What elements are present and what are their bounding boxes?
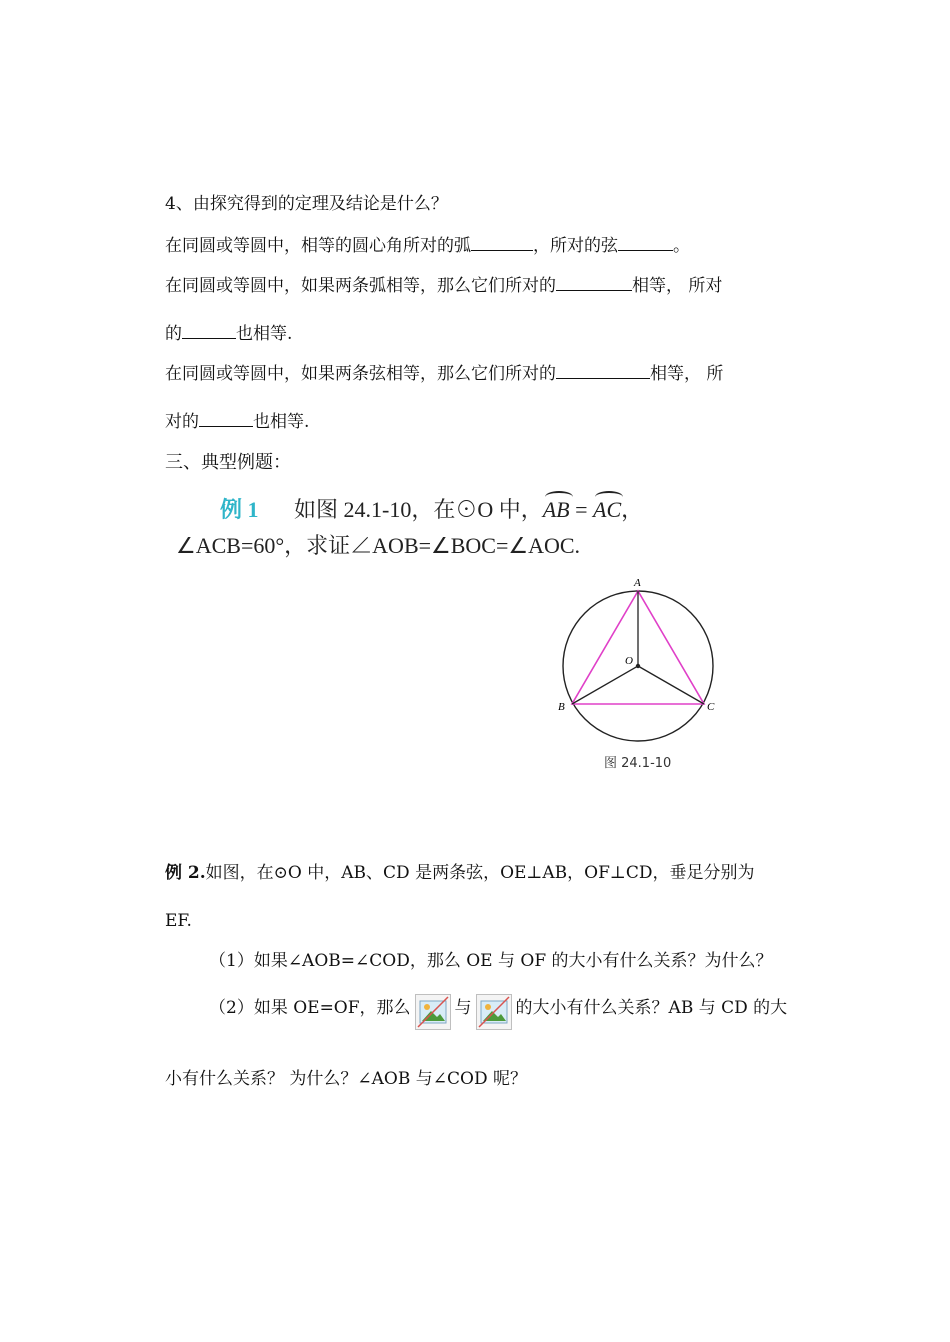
broken-image-icon	[476, 994, 512, 1030]
example2-q1: （1）如果∠AOB=∠COD，那么 OE 与 OF 的大小有什么关系？为什么？	[209, 951, 773, 971]
example1-comma: ，	[621, 497, 644, 522]
label-c: C	[707, 701, 715, 713]
theorem-line-1	[165, 234, 690, 257]
example1-text-line2: ∠ACB=60°，求证∠AOB=∠BOC=∠AOC.	[176, 533, 581, 558]
theorem-4-text-b: 相等， 所	[650, 364, 724, 384]
example1-label: 例 1	[220, 497, 259, 522]
fill-blank-arc[interactable]	[471, 234, 533, 251]
example1-text-line1	[294, 493, 643, 524]
radius-oc	[638, 666, 704, 704]
section-heading: 三、典型例题：	[165, 452, 291, 473]
radius-ob	[572, 666, 638, 704]
fill-blank-3a[interactable]	[556, 362, 650, 379]
fill-blank-2b[interactable]	[182, 322, 236, 339]
example2-line1	[165, 862, 755, 884]
fill-blank-chord[interactable]	[618, 234, 673, 251]
arc-mark-icon	[595, 491, 623, 503]
example2-q2-a: （2）如果 OE=OF，那么	[209, 998, 411, 1018]
example2-q2	[209, 994, 787, 1030]
center-dot	[636, 664, 640, 668]
arc-mark-icon	[545, 491, 573, 503]
theorem-line-5	[165, 410, 309, 433]
arc-ac: AC	[593, 497, 621, 523]
theorem-line-2	[165, 274, 722, 297]
theorem-5-text-a: 对的	[165, 412, 199, 432]
example2-q2-c: 的大小有什么关系？AB 与 CD 的大	[515, 998, 788, 1018]
label-o: O	[625, 655, 633, 667]
broken-image-icon	[415, 994, 451, 1030]
fill-blank-2a[interactable]	[556, 274, 632, 291]
theorem-1-text-b: ，所对的弦	[533, 236, 618, 256]
theorem-5-text-b: 也相等.	[253, 412, 310, 432]
example2-q2-b: 与	[454, 998, 472, 1018]
section4-title: 4、由探究得到的定理及结论是什么？	[165, 194, 448, 214]
fill-blank-3b[interactable]	[199, 410, 253, 427]
label-a: A	[634, 577, 641, 589]
example2-q2-cont: 小有什么关系？ 为什么？∠AOB 与∠COD 呢？	[165, 1069, 527, 1089]
label-b: B	[558, 701, 565, 713]
theorem-1-text-a: 在同圆或等圆中，相等的圆心角所对的弧	[165, 236, 471, 256]
theorem-line-4	[165, 362, 723, 385]
circle-figure	[548, 572, 728, 752]
example2-line2: EF.	[165, 911, 192, 931]
theorem-3-text-a: 的	[165, 324, 182, 344]
theorem-line-3	[165, 322, 292, 345]
example2-text-a: 如图，在⊙O 中，AB、CD 是两条弦，OE⊥AB，OF⊥CD，垂足分别为	[205, 863, 755, 883]
example2-label: 例 2	[165, 863, 200, 883]
example1-text-a: 如图 24.1-10，在⊙O 中，	[294, 497, 543, 522]
theorem-2-text-b: 相等， 所对	[632, 276, 723, 296]
theorem-1-text-c: 。	[673, 236, 690, 256]
theorem-2-text-a: 在同圆或等圆中，如果两条弧相等，那么它们所对的	[165, 276, 556, 296]
example1-eq: =	[569, 497, 594, 522]
theorem-4-text-a: 在同圆或等圆中，如果两条弦相等，那么它们所对的	[165, 364, 556, 384]
theorem-3-text-b: 也相等.	[236, 324, 293, 344]
arc-ab: AB	[543, 497, 570, 523]
example2-dot: .	[199, 863, 206, 883]
figure-caption: 图 24.1-10	[604, 756, 672, 771]
example1-block	[172, 487, 692, 562]
